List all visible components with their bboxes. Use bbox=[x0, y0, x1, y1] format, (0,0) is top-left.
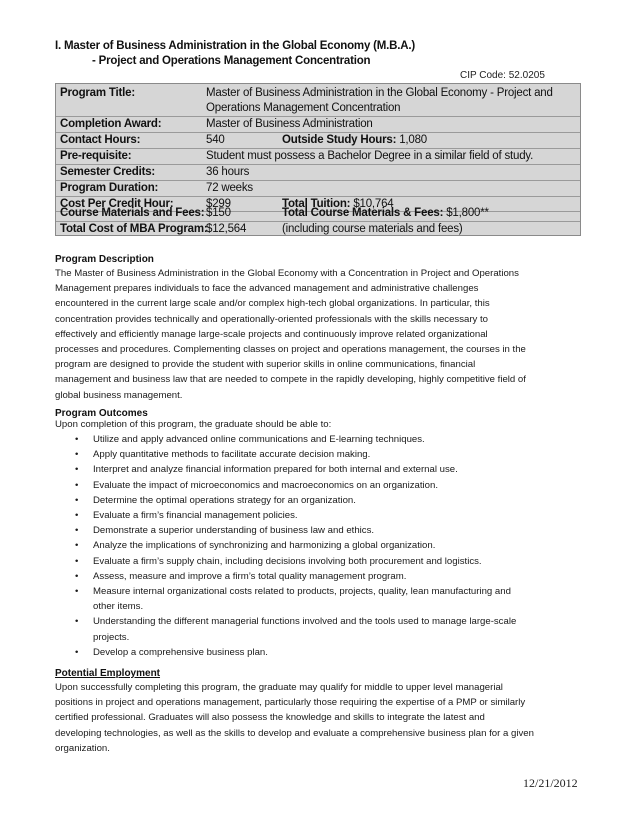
bullet-icon: • bbox=[75, 449, 79, 461]
total-materials-label: Total Course Materials & Fees: bbox=[282, 207, 444, 219]
outcome-text: Understanding the different managerial functions involved and the tools used to manage large-scale bbox=[93, 616, 517, 628]
cost-value: $299 bbox=[206, 198, 231, 210]
outcome-item bbox=[55, 645, 585, 660]
total-cost-value: $12,564 bbox=[206, 223, 247, 235]
outcome-item bbox=[55, 508, 585, 523]
outcome-text: projects. bbox=[93, 631, 130, 643]
outcome-text: Assess, measure and improve a firm’s total quality management program. bbox=[93, 570, 407, 582]
program-title-value-line2: Operations Management Concentration bbox=[206, 102, 401, 114]
description-line: encountered in the current large scale and/or complex high-tech global organizations. In particular, this bbox=[55, 298, 490, 310]
employment-line: Upon successfully completing this program, the graduate may qualify for middle to upper level managerial bbox=[55, 682, 503, 693]
cost-label: Cost Per Credit Hour: bbox=[60, 198, 174, 210]
bullet-icon: • bbox=[75, 540, 79, 552]
bullet-icon: • bbox=[75, 586, 79, 598]
outcome-item bbox=[55, 478, 585, 493]
program-subheading: - Project and Operations Management Concentration bbox=[92, 55, 371, 67]
outcome-text: Utilize and apply advanced online communications and E-learning techniques. bbox=[93, 434, 425, 445]
outcome-item bbox=[55, 493, 585, 508]
duration-label: Program Duration: bbox=[60, 182, 159, 194]
outcome-text: Apply quantitative methods to facilitate accurate decision making. bbox=[93, 449, 371, 461]
tuition-label: Total Tuition: bbox=[282, 198, 351, 210]
bullet-icon: • bbox=[75, 616, 79, 628]
outside-label: Outside Study Hours: bbox=[282, 134, 397, 146]
duration-value: 72 weeks bbox=[206, 182, 253, 194]
bullet-icon: • bbox=[75, 494, 79, 506]
total-cost-label: Total Cost of MBA Program: bbox=[60, 223, 208, 235]
outcome-item bbox=[55, 538, 585, 553]
outcome-text: Evaluate the impact of microeconomics and macroeconomics on an organization. bbox=[93, 479, 439, 491]
description-line: processes and procedures. Complementing classes on project and operations management, the courses in the bbox=[55, 344, 526, 356]
credits-value: 36 hours bbox=[206, 166, 250, 178]
bullet-icon: • bbox=[75, 464, 79, 476]
description-heading: Program Description bbox=[55, 254, 154, 265]
total-cost-note: (including course materials and fees) bbox=[282, 223, 463, 235]
bullet-icon: • bbox=[75, 646, 79, 658]
bullet-icon: • bbox=[75, 525, 79, 537]
bullet-icon: • bbox=[75, 570, 79, 582]
employment-line: organization. bbox=[55, 742, 110, 754]
outcome-text: other items. bbox=[93, 601, 144, 613]
materials-value: $150 bbox=[206, 207, 231, 219]
outcomes-heading: Program Outcomes bbox=[55, 408, 148, 419]
employment-paragraph bbox=[55, 680, 585, 756]
outcome-item bbox=[55, 447, 585, 462]
cip-code: CIP Code: 52.0205 bbox=[460, 70, 545, 81]
completion-label: Completion Award: bbox=[60, 118, 162, 130]
description-line: concentration provides technically and operationally-oriented professionals with the skills necessary to bbox=[55, 313, 489, 325]
program-title-label: Program Title: bbox=[60, 87, 135, 99]
outcome-text: Evaluate a firm’s supply chain, including decisions involving both procurement and logistics. bbox=[93, 555, 482, 567]
description-line: program are designed to provide the student with superior skills in online communications, financial bbox=[55, 359, 476, 371]
outcome-text: Analyze the implications of synchronizing and harmonizing a global organization. bbox=[93, 540, 436, 552]
employment-line: positions in project and operations management, particularly those requiring the expertise of a PMP or similarly bbox=[55, 697, 526, 709]
description-line: The Master of Business Administration in the Global Economy with a Concentration in Project and Operations bbox=[55, 268, 519, 279]
outcome-item bbox=[55, 554, 585, 569]
prereq-label: Pre-requisite: bbox=[60, 150, 132, 162]
outcome-item bbox=[55, 462, 585, 477]
footer-date: 12/21/2012 bbox=[523, 776, 578, 790]
tuition-value: $10,764 bbox=[353, 198, 394, 210]
employment-line: developing technologies, as well as the skills to develop and evaluate a comprehensive business plan for a given bbox=[55, 727, 534, 739]
outcomes-list bbox=[55, 432, 585, 660]
prereq-value: Student must possess a Bachelor Degree in a similar field of study. bbox=[206, 150, 534, 162]
program-info-table bbox=[55, 83, 581, 236]
outcomes-intro: Upon completion of this program, the graduate should be able to: bbox=[55, 419, 332, 430]
description-line: global business management. bbox=[55, 389, 183, 401]
bullet-icon: • bbox=[75, 555, 79, 567]
outcome-text: Demonstrate a superior understanding of business law and ethics. bbox=[93, 525, 375, 537]
outcome-text: Interpret and analyze financial information prepared for both internal and external use. bbox=[93, 464, 458, 476]
outcome-text: Develop a comprehensive business plan. bbox=[93, 646, 268, 658]
bullet-icon: • bbox=[75, 479, 79, 491]
program-heading: I. Master of Business Administration in the Global Economy (M.B.A.) bbox=[55, 40, 415, 52]
employment-heading: Potential Employment bbox=[55, 668, 161, 679]
description-line: Management prepares individuals to face the advanced management and administrative challenges bbox=[55, 283, 479, 295]
description-line: effectively and efficiently manage large-scale projects and continuously improve related organizational bbox=[55, 328, 488, 340]
employment-line: certified professional. Graduates will also possess the knowledge and skills to integrate the latest and bbox=[55, 712, 485, 724]
outcome-item bbox=[55, 569, 585, 584]
description-line: management and business law that are needed to compete in the rapidly developing, highly competitive field of bbox=[55, 374, 526, 386]
outside-value: 1,080 bbox=[399, 134, 427, 146]
outcome-item bbox=[55, 523, 585, 538]
bullet-icon: • bbox=[75, 510, 79, 522]
outcome-text: Evaluate a firm’s financial management policies. bbox=[93, 510, 298, 522]
completion-value: Master of Business Administration bbox=[206, 118, 373, 130]
total-materials-value: $1,800** bbox=[446, 207, 489, 219]
outcome-text: Measure internal organizational costs related to products, projects, quality, lean manufacturing and bbox=[93, 586, 511, 598]
outcome-text: Determine the optimal operations strategy for an organization. bbox=[93, 494, 356, 506]
outcome-item bbox=[55, 432, 585, 447]
credits-label: Semester Credits: bbox=[60, 166, 156, 178]
contact-value: 540 bbox=[206, 134, 225, 146]
bullet-icon: • bbox=[75, 434, 79, 445]
materials-label: Course Materials and Fees: bbox=[60, 207, 205, 219]
description-paragraph bbox=[55, 266, 585, 403]
contact-label: Contact Hours: bbox=[60, 134, 141, 146]
program-title-value-line1: Master of Business Administration in the Global Economy - Project and bbox=[206, 87, 553, 99]
outcome-item bbox=[55, 584, 585, 614]
outcome-item bbox=[55, 614, 585, 644]
